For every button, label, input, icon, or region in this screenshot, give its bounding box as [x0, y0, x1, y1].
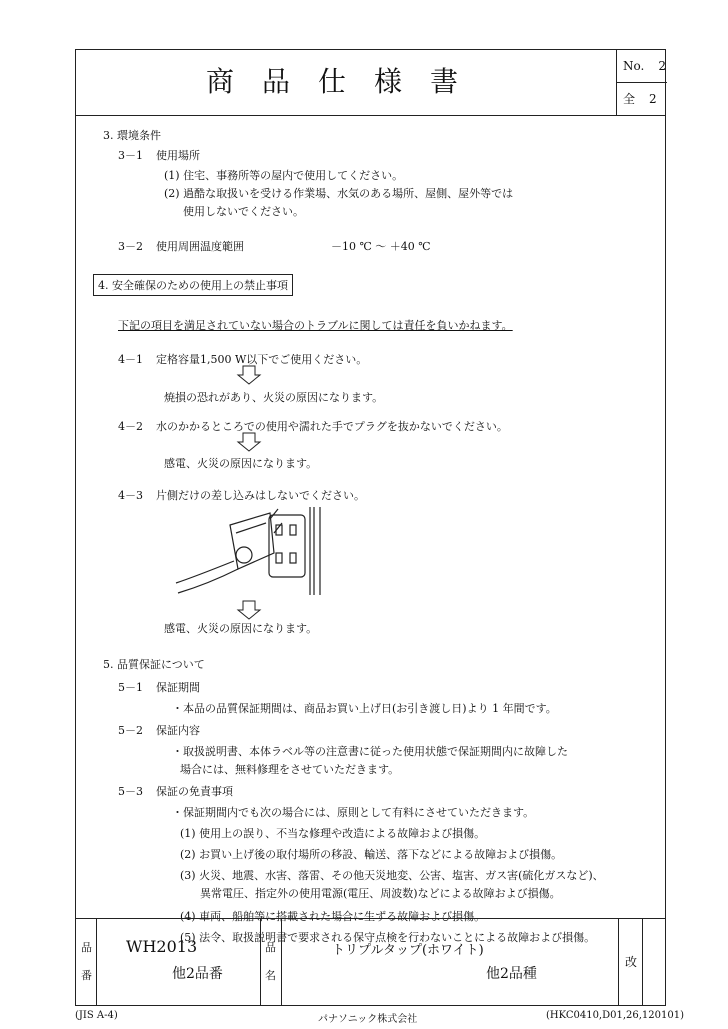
- plug-insertion-illustration: [174, 503, 334, 599]
- s41-text: 定格容量1,500 W以下でご使用ください。: [156, 353, 368, 366]
- s53-intro: ・保証期間内でも次の場合には、原則として有料にさせていただきます。: [172, 806, 535, 819]
- spec-sheet-frame: [75, 49, 666, 1006]
- header: [76, 50, 665, 116]
- page-number-box: [616, 50, 667, 115]
- s42-text: 水のかかるところでの使用や濡れた手でプラグを抜かないでください。: [156, 420, 508, 433]
- divider: [642, 919, 643, 1006]
- s32-value: －10 ℃ ～ ＋40 ℃: [331, 240, 431, 253]
- section5-heading: 5. 品質保証について: [103, 658, 205, 671]
- section4-heading: 4. 安全確保のための使用上の禁止事項: [93, 274, 293, 296]
- s52-label: 5－2: [118, 724, 143, 737]
- product-code-sub: 他2品番: [172, 966, 223, 982]
- s53-item1: (1) 使用上の誤り、不当な修理や改造による故障および損傷。: [180, 827, 486, 840]
- s51-text: ・本品の品質保証期間は、商品お買い上げ日(お引き渡し日)より 1 年間です。: [172, 702, 557, 715]
- footer-table: [76, 918, 665, 1006]
- name-label-2: 名: [265, 969, 276, 982]
- down-arrow-icon: [236, 600, 262, 620]
- paper-size: (JIS A-4): [75, 1010, 118, 1021]
- no-label: No.: [623, 59, 645, 73]
- divider: [96, 919, 97, 1006]
- s31-item2a: (2) 過酷な取扱いを受ける作業場、水気のある場所、屋側、屋外等では: [164, 187, 514, 200]
- s41-label: 4－1: [118, 353, 143, 366]
- section4-notice: 下記の項目を満足されていない場合のトラブルに関しては責任を負いかねます。: [118, 319, 513, 332]
- down-arrow-icon: [236, 432, 262, 452]
- s53-item4: (4) 車両、船舶等に搭載された場合に生ずる故障および損傷。: [180, 910, 486, 923]
- s32-title: 使用周囲温度範囲: [156, 240, 244, 253]
- s52-title: 保証内容: [156, 724, 200, 737]
- page-total-row: [617, 82, 667, 114]
- s51-label: 5－1: [118, 681, 143, 694]
- document-body: [76, 115, 665, 944]
- page-number-row: [617, 50, 667, 82]
- s31-title: 使用場所: [156, 149, 200, 162]
- s43-result: 感電、火災の原因になります。: [164, 622, 318, 635]
- s41-result: 焼損の恐れがあり、火災の原因になります。: [164, 391, 384, 404]
- name-label-1: 品: [265, 941, 276, 954]
- s32-label: 3－2: [118, 240, 143, 253]
- s31-label: 3－1: [118, 149, 143, 162]
- total-value: 2: [649, 92, 657, 106]
- product-name: トリプルタップ(ホワイト): [332, 943, 484, 958]
- divider: [618, 919, 619, 1006]
- s53-item3a: (3) 火災、地震、水害、落雷、その他天災地変、公害、塩害、ガス害(硫化ガスなど)、: [180, 869, 604, 882]
- s43-text: 片側だけの差し込みはしないでください。: [156, 489, 365, 502]
- s43-label: 4－3: [118, 489, 143, 502]
- section3-heading: 3. 環境条件: [103, 129, 161, 142]
- s42-result: 感電、火災の原因になります。: [164, 457, 318, 470]
- no-value: 2: [658, 59, 666, 73]
- page-title: 商品仕様書: [205, 65, 486, 98]
- s53-item5: (5) 法令、取扱説明書で要求される保守点検を行わないことによる故障および損傷。: [180, 931, 596, 944]
- down-arrow-icon: [236, 365, 262, 385]
- s53-item2: (2) お買い上げ後の取付場所の移設、輸送、落下などによる故障および損傷。: [180, 848, 563, 861]
- total-label: 全: [623, 92, 636, 106]
- s53-title: 保証の免責事項: [156, 785, 233, 798]
- product-code: WH2013: [126, 937, 198, 956]
- company-name: パナソニック株式会社: [318, 1014, 418, 1025]
- s31-item2b: 使用しないでください。: [183, 205, 304, 218]
- revision-label: 改: [625, 955, 638, 969]
- code-label-2: 番: [81, 969, 92, 982]
- divider: [260, 919, 261, 1006]
- s51-title: 保証期間: [156, 681, 200, 694]
- document-code: (HKC0410,D01,26,120101): [546, 1010, 685, 1021]
- s31-item1: (1) 住宅、事務所等の屋内で使用してください。: [164, 169, 404, 182]
- divider: [281, 919, 282, 1006]
- s52-text-a: ・取扱説明書、本体ラベル等の注意書に従った使用状態で保証期間内に故障した: [172, 745, 568, 758]
- s53-item3b: 異常電圧、指定外の使用電源(電圧、周波数)などによる故障および損傷。: [200, 887, 561, 900]
- s42-label: 4－2: [118, 420, 143, 433]
- s53-label: 5－3: [118, 785, 143, 798]
- code-label-1: 品: [81, 941, 92, 954]
- s52-text-b: 場合には、無料修理をさせていただきます。: [180, 763, 400, 776]
- product-name-sub: 他2品種: [486, 966, 537, 982]
